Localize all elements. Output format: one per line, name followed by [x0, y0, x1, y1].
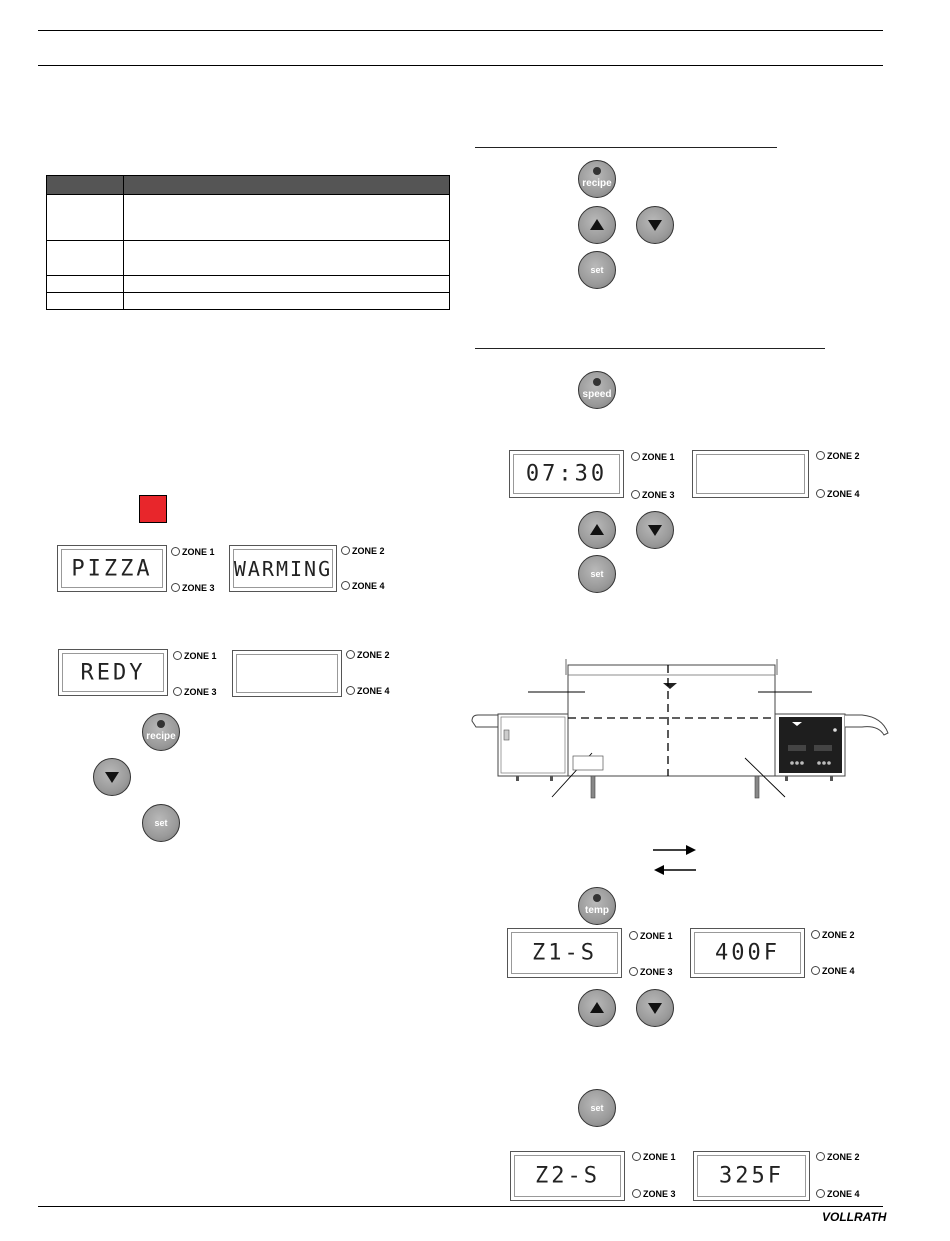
zone1-label: ZONE 1 — [631, 452, 675, 462]
led-icon — [816, 1189, 825, 1198]
display-zone2 — [232, 650, 342, 697]
display-zone2 — [229, 545, 337, 592]
led-icon — [346, 686, 355, 695]
conveyor-oven-diagram — [470, 655, 890, 805]
led-icon — [171, 583, 180, 592]
table-header-row — [47, 176, 450, 195]
display-zone2 — [692, 450, 809, 498]
header-rule-bottom — [38, 65, 883, 66]
zone2-label: ZONE 2 — [811, 930, 855, 940]
led-icon — [173, 687, 182, 696]
up-arrow-icon — [588, 216, 606, 234]
zone1-label: ZONE 1 — [173, 651, 217, 661]
down-arrow-button[interactable] — [93, 758, 131, 796]
table-row — [47, 276, 450, 293]
section-rule — [475, 147, 777, 148]
display-zone1 — [58, 649, 168, 696]
up-arrow-button[interactable] — [578, 511, 616, 549]
down-arrow-icon — [646, 216, 664, 234]
zone3-label: ZONE 3 — [629, 967, 673, 977]
section-rule — [475, 348, 825, 349]
zone3-label: ZONE 3 — [173, 687, 217, 697]
display-zone1 — [510, 1151, 625, 1201]
led-icon — [632, 1152, 641, 1161]
display-zone2 — [693, 1151, 810, 1201]
display-text: 325F — [719, 1163, 784, 1189]
table-row — [47, 241, 450, 276]
led-icon — [346, 650, 355, 659]
led-icon — [811, 930, 820, 939]
zone4-label: ZONE 4 — [811, 966, 855, 976]
set-button[interactable]: set — [578, 251, 616, 289]
led-icon — [341, 546, 350, 555]
display-zone1 — [57, 545, 167, 592]
zone2-label: ZONE 2 — [816, 451, 860, 461]
down-arrow-icon — [103, 768, 121, 786]
down-arrow-icon — [646, 999, 664, 1017]
temp-button[interactable]: temp — [578, 887, 616, 925]
recipe-button[interactable]: recipe — [578, 160, 616, 198]
zone2-label: ZONE 2 — [341, 546, 385, 556]
zone2-label: ZONE 2 — [346, 650, 390, 660]
led-icon — [629, 967, 638, 976]
set-button[interactable]: set — [578, 555, 616, 593]
display-text: 07:30 — [525, 461, 608, 487]
zone3-label: ZONE 3 — [171, 583, 215, 593]
speed-button[interactable]: speed — [578, 371, 616, 409]
led-icon — [631, 452, 640, 461]
zone4-label: ZONE 4 — [816, 1189, 860, 1199]
display-zone2 — [690, 928, 805, 978]
zone1-label: ZONE 1 — [171, 547, 215, 557]
zone4-label: ZONE 4 — [816, 489, 860, 499]
display-text: WARMING — [233, 556, 333, 581]
indicator-dot-icon — [593, 378, 601, 386]
down-arrow-icon — [646, 521, 664, 539]
led-icon — [632, 1189, 641, 1198]
up-arrow-icon — [588, 521, 606, 539]
zone4-label: ZONE 4 — [341, 581, 385, 591]
display-zone1 — [507, 928, 622, 978]
indicator-dot-icon — [157, 720, 165, 728]
display-text: Z1-S — [532, 940, 597, 966]
footer-rule — [38, 1206, 883, 1207]
down-arrow-button[interactable] — [636, 989, 674, 1027]
led-icon — [816, 1152, 825, 1161]
down-arrow-button[interactable] — [636, 206, 674, 244]
display-text: Z2-S — [535, 1163, 600, 1189]
indicator-dot-icon — [593, 894, 601, 902]
up-arrow-button[interactable] — [578, 206, 616, 244]
zone3-label: ZONE 3 — [631, 490, 675, 500]
led-icon — [171, 547, 180, 556]
zone1-label: ZONE 1 — [632, 1152, 676, 1162]
header-rule-top — [38, 30, 883, 31]
led-icon — [816, 489, 825, 498]
recipe-button[interactable]: recipe — [142, 713, 180, 751]
zone1-label: ZONE 1 — [629, 931, 673, 941]
display-text: REDY — [80, 660, 146, 685]
led-icon — [631, 490, 640, 499]
direction-arrows-icon — [650, 842, 700, 878]
led-icon — [816, 451, 825, 460]
status-indicator-red — [139, 495, 167, 523]
set-button[interactable]: set — [578, 1089, 616, 1127]
table-row — [47, 195, 450, 241]
up-arrow-button[interactable] — [578, 989, 616, 1027]
display-text: PIZZA — [71, 556, 153, 581]
zone3-label: ZONE 3 — [632, 1189, 676, 1199]
led-icon — [811, 966, 820, 975]
display-text: 400F — [715, 940, 780, 966]
settings-table — [46, 175, 450, 310]
led-icon — [341, 581, 350, 590]
led-icon — [629, 931, 638, 940]
indicator-dot-icon — [593, 167, 601, 175]
display-zone1 — [509, 450, 624, 498]
set-button[interactable]: set — [142, 804, 180, 842]
table-row — [47, 293, 450, 310]
zone4-label: ZONE 4 — [346, 686, 390, 696]
up-arrow-icon — [588, 999, 606, 1017]
vollrath-logo: VOLLRATH — [822, 1210, 887, 1224]
down-arrow-button[interactable] — [636, 511, 674, 549]
zone2-label: ZONE 2 — [816, 1152, 860, 1162]
led-icon — [173, 651, 182, 660]
